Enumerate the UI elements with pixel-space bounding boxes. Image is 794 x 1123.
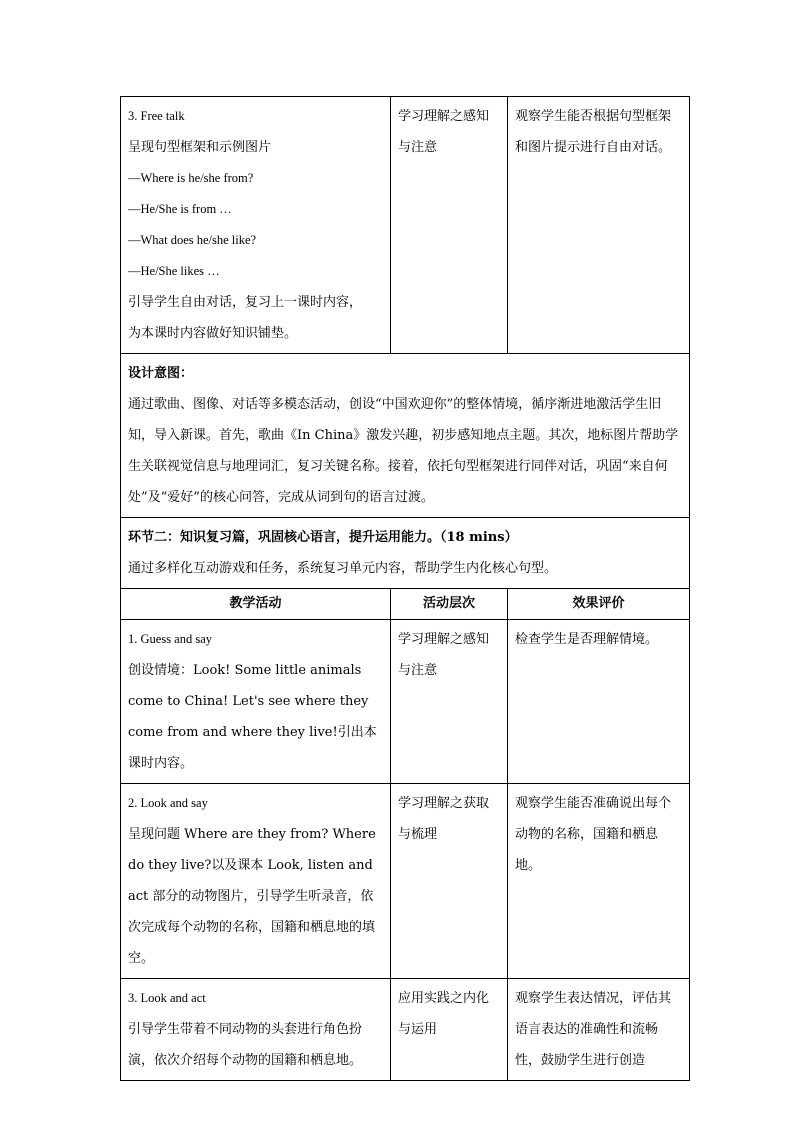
table-row bbox=[121, 620, 690, 784]
activity-text: 呈现问题 Where are they from? Where do they live?以及课本 Look, listen and act 部分的动物图片，引导学生听录音，依次完成每个动物的名称，国籍和栖息地的填空。 bbox=[128, 827, 376, 966]
eval-cell bbox=[508, 784, 690, 979]
activity-line: —What does he/she like? bbox=[128, 233, 257, 247]
column-header: 活动层次 bbox=[391, 589, 508, 620]
activity-eval: 检查学生是否理解情境。 bbox=[515, 632, 659, 647]
level-cell bbox=[391, 97, 508, 354]
activity-title: 2. Look and say bbox=[128, 796, 208, 810]
activity-level: 应用实践之内化与运用 bbox=[398, 991, 490, 1037]
activity-title: 3. Free talk bbox=[128, 109, 185, 123]
activity-title: 1. Guess and say bbox=[128, 632, 213, 646]
design-intent-cell bbox=[121, 354, 690, 518]
activity-level: 学习理解之感知与注意 bbox=[398, 109, 490, 155]
activity-line: —He/She is from … bbox=[128, 202, 232, 216]
section-cell bbox=[121, 518, 690, 589]
design-intent-body: 通过歌曲、图像、对话等多模态活动，创设“中国欢迎你”的整体情境，循序渐进地激活学生旧知，导入新课。首先，歌曲《In China》激发兴趣，初步感知地点主题。其次，地标图片帮助学生关联视觉信息与地理词汇，复习关键名称。接着，依托句型框架进行同伴对话，巩固“来自何处”及“爱好”的核心问答，完成从词到句的语言过渡。 bbox=[128, 397, 679, 505]
level-cell bbox=[391, 784, 508, 979]
table-header-row bbox=[121, 589, 690, 620]
activity-cell bbox=[121, 784, 391, 979]
design-intent-heading: 设计意图： bbox=[128, 366, 194, 381]
activity-eval: 观察学生能否根据句型框架和图片提示进行自由对话。 bbox=[515, 109, 672, 155]
activity-level: 学习理解之感知与注意 bbox=[398, 632, 490, 678]
table-row bbox=[121, 979, 690, 1081]
lesson-plan-table bbox=[120, 96, 690, 1081]
activity-line: —He/She likes … bbox=[128, 264, 220, 278]
eval-cell bbox=[508, 97, 690, 354]
level-cell bbox=[391, 620, 508, 784]
section-description: 通过多样化互动游戏和任务，系统复习单元内容，帮助学生内化核心句型。 bbox=[128, 561, 558, 576]
activity-text: 引导学生带着不同动物的头套进行角色扮演，依次介绍每个动物的国籍和栖息地。 bbox=[128, 1022, 363, 1068]
table-row bbox=[121, 784, 690, 979]
section-heading: 环节二：知识复习篇，巩固核心语言，提升运用能力。（18 mins） bbox=[128, 530, 518, 545]
activity-eval: 观察学生表达情况，评估其语言表达的准确性和流畅性，鼓励学生进行创造 bbox=[515, 991, 672, 1068]
column-header: 教学活动 bbox=[121, 589, 391, 620]
activity-eval: 观察学生能否准确说出每个动物的名称，国籍和栖息地。 bbox=[515, 796, 672, 873]
activity-cell bbox=[121, 979, 391, 1081]
activity-line: 为本课时内容做好知识铺垫。 bbox=[128, 326, 298, 341]
table-row bbox=[121, 354, 690, 518]
activity-cell bbox=[121, 97, 391, 354]
level-cell bbox=[391, 979, 508, 1081]
table-row bbox=[121, 97, 690, 354]
activity-text: 创设情境：Look! Some little animals come to China! Let's see where they come from and where they live!引出本课时内容。 bbox=[128, 663, 377, 771]
activity-line: 引导学生自由对话，复习上一课时内容， bbox=[128, 295, 363, 310]
eval-cell bbox=[508, 979, 690, 1081]
activity-title: 3. Look and act bbox=[128, 991, 206, 1005]
activity-line: —Where is he/she from? bbox=[128, 171, 254, 185]
activity-line: 呈现句型框架和示例图片 bbox=[128, 140, 272, 155]
column-header: 效果评价 bbox=[508, 589, 690, 620]
eval-cell bbox=[508, 620, 690, 784]
table-row bbox=[121, 518, 690, 589]
activity-level: 学习理解之获取与梳理 bbox=[398, 796, 490, 842]
activity-cell bbox=[121, 620, 391, 784]
